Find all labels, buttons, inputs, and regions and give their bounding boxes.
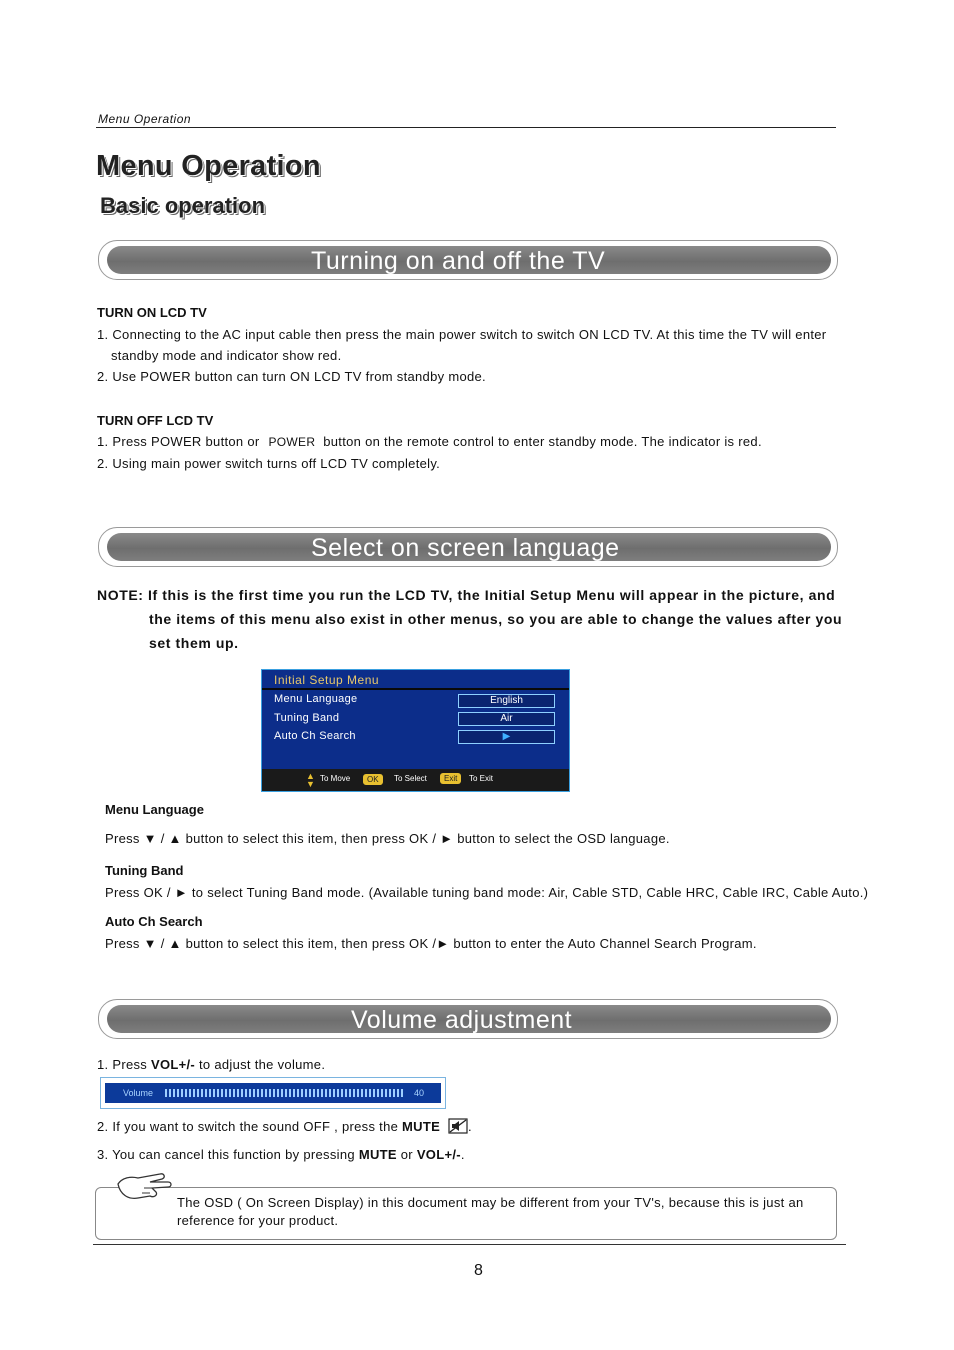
volume-tick <box>225 1089 227 1097</box>
volume-tick <box>213 1089 215 1097</box>
turn-on-step-1: 1. Connecting to the AC input cable then press the main power switch to switch ON LCD TV. At this time the TV will enter <box>97 327 827 342</box>
volume-tick <box>197 1089 199 1097</box>
volume-tick <box>389 1089 391 1097</box>
tuning-band-heading: Tuning Band <box>105 863 184 878</box>
volume-step-3-post: . <box>460 1147 465 1162</box>
volume-tick <box>297 1089 299 1097</box>
volume-tick <box>221 1089 223 1097</box>
volume-tick <box>193 1089 195 1097</box>
volume-tick <box>397 1089 399 1097</box>
volume-tick <box>277 1089 279 1097</box>
volume-tick <box>353 1089 355 1097</box>
volume-tick <box>205 1089 207 1097</box>
volume-tick <box>285 1089 287 1097</box>
volume-tick <box>293 1089 295 1097</box>
turn-off-step-1 <box>97 434 762 449</box>
volume-tick <box>345 1089 347 1097</box>
volume-tick <box>401 1089 403 1097</box>
volume-tick <box>361 1089 363 1097</box>
volume-tick <box>177 1089 179 1097</box>
footer-rule <box>93 1244 846 1245</box>
volume-tick <box>185 1089 187 1097</box>
turn-off-heading: TURN OFF LCD TV <box>97 413 214 428</box>
mute-key-label: MUTE <box>358 1147 397 1162</box>
vol-key-label: VOL+/- <box>151 1057 196 1072</box>
volume-tick <box>393 1089 395 1097</box>
volume-tick <box>301 1089 303 1097</box>
volume-tick <box>385 1089 387 1097</box>
turn-on-step-2: 2. Use POWER button can turn ON LCD TV from standby mode. <box>97 369 486 384</box>
volume-tick <box>233 1089 235 1097</box>
auto-search-text: Press ▼ / ▲ button to select this item, then press OK /► button to enter the Auto Channel Search Program. <box>105 936 757 951</box>
volume-tick <box>173 1089 175 1097</box>
section-banner-power <box>98 240 838 280</box>
volume-step-2-pre: 2. If you want to switch the sound OFF , press the <box>97 1119 403 1134</box>
volume-step-1 <box>97 1057 325 1072</box>
page-number: 8 <box>474 1262 483 1279</box>
osd-row-label: Auto Ch Search <box>274 730 356 742</box>
volume-step-1-pre: 1. Press <box>97 1057 151 1072</box>
volume-tick <box>309 1089 311 1097</box>
volume-tick <box>377 1089 379 1097</box>
volume-tick <box>273 1089 275 1097</box>
osd-title: Initial Setup Menu <box>274 673 380 687</box>
vol-key-label: VOL+/- <box>416 1147 461 1162</box>
volume-step-2: 2. If you want to switch the sound OFF , press the MUTE . <box>97 1119 472 1134</box>
volume-tick <box>209 1089 211 1097</box>
ok-key: OK <box>363 774 383 785</box>
osd-divider <box>262 688 569 690</box>
auto-search-heading: Auto Ch Search <box>105 914 203 929</box>
hint-exit: To Exit <box>469 774 494 783</box>
volume-tick <box>169 1089 171 1097</box>
volume-step-1-post: to adjust the volume. <box>195 1057 326 1072</box>
banner-title: Volume adjustment <box>351 1006 573 1034</box>
banner-title: Select on screen language <box>311 534 620 562</box>
page-subtitle: Basic operation <box>100 193 266 218</box>
volume-tick <box>337 1089 339 1097</box>
exit-key: Exit <box>440 773 461 784</box>
tuning-band-text: Press OK / ► to select Tuning Band mode. (Available tuning band mode: Air, Cable STD, Cable HRC, Cable IRC, Cable Auto.) <box>105 885 869 900</box>
section-banner-volume <box>98 999 838 1039</box>
volume-osd-value: 40 <box>414 1088 425 1098</box>
page-title: Menu Operation <box>96 150 321 182</box>
volume-tick <box>261 1089 263 1097</box>
turn-off-step-1-pre: 1. Press POWER button or <box>97 434 260 449</box>
volume-tick <box>349 1089 351 1097</box>
volume-tick <box>201 1089 203 1097</box>
volume-tick <box>365 1089 367 1097</box>
volume-tick <box>289 1089 291 1097</box>
volume-tick <box>229 1089 231 1097</box>
volume-tick <box>381 1089 383 1097</box>
volume-tick <box>369 1089 371 1097</box>
note-line-1: NOTE: If this is the first time you run the LCD TV, the Initial Setup Menu will appear in the picture, and <box>97 587 836 603</box>
volume-tick <box>333 1089 335 1097</box>
banner-title: Turning on and off the TV <box>311 247 606 275</box>
volume-tick <box>165 1089 167 1097</box>
volume-tick <box>237 1089 239 1097</box>
volume-osd <box>100 1077 446 1109</box>
volume-tick <box>249 1089 251 1097</box>
volume-level-bar <box>165 1089 405 1097</box>
turn-off-step-2: 2. Using main power switch turns off LCD TV completely. <box>97 456 441 471</box>
volume-tick <box>181 1089 183 1097</box>
menu-language-text: Press ▼ / ▲ button to select this item, then press OK / ► button to select the OSD language. <box>105 831 670 846</box>
volume-tick <box>281 1089 283 1097</box>
header-rule <box>96 127 836 128</box>
volume-osd-label: Volume <box>123 1088 154 1098</box>
turn-on-step-1-cont: standby mode and indicator show red. <box>111 348 342 363</box>
volume-tick <box>269 1089 271 1097</box>
volume-tick <box>357 1089 359 1097</box>
hint-move: To Move <box>320 774 351 783</box>
mute-key-label: MUTE <box>402 1119 441 1134</box>
volume-tick <box>241 1089 243 1097</box>
osd-row-label: Tuning Band <box>274 712 340 724</box>
note-line-3: set them up. <box>149 635 239 651</box>
pointing-hand-note-icon <box>116 1170 176 1202</box>
osd-hint-bar <box>262 769 569 791</box>
volume-tick <box>329 1089 331 1097</box>
disclaimer-line-1: The OSD ( On Screen Display) in this document may be different from your TV's, because this is just an <box>177 1195 804 1210</box>
hint-select: To Select <box>394 774 427 783</box>
volume-tick <box>317 1089 319 1097</box>
osd-disclaimer-box <box>95 1187 837 1240</box>
note-line-2: the items of this menu also exist in other menus, so you are able to change the values after you <box>149 611 843 627</box>
osd-row-value: ▶ <box>458 730 555 744</box>
volume-tick <box>325 1089 327 1097</box>
volume-tick <box>321 1089 323 1097</box>
volume-tick <box>313 1089 315 1097</box>
up-down-arrows-icon: ▲ ▼ <box>306 771 315 789</box>
volume-step-3-mid: or <box>396 1147 417 1162</box>
volume-tick <box>245 1089 247 1097</box>
osd-row-value: Air <box>458 712 555 726</box>
turn-off-step-1-post: button on the remote control to enter standby mode. The indicator is red. <box>323 434 762 449</box>
turn-on-heading: TURN ON LCD TV <box>97 305 207 320</box>
volume-tick <box>257 1089 259 1097</box>
mute-icon <box>448 1118 468 1134</box>
power-key-label: POWER <box>268 435 316 449</box>
volume-tick <box>189 1089 191 1097</box>
running-header: Menu Operation <box>98 112 192 126</box>
osd-row-value: English <box>458 694 555 708</box>
volume-step-3-pre: 3. You can cancel this function by pressing <box>97 1147 359 1162</box>
volume-step-3 <box>97 1147 465 1162</box>
volume-tick <box>305 1089 307 1097</box>
volume-tick <box>217 1089 219 1097</box>
volume-tick <box>341 1089 343 1097</box>
volume-tick <box>373 1089 375 1097</box>
menu-language-heading: Menu Language <box>105 802 204 817</box>
volume-tick <box>253 1089 255 1097</box>
initial-setup-menu-osd <box>261 669 570 792</box>
section-banner-language <box>98 527 838 567</box>
osd-row-label: Menu Language <box>274 693 358 705</box>
disclaimer-line-2: reference for your product. <box>177 1213 339 1228</box>
volume-tick <box>265 1089 267 1097</box>
